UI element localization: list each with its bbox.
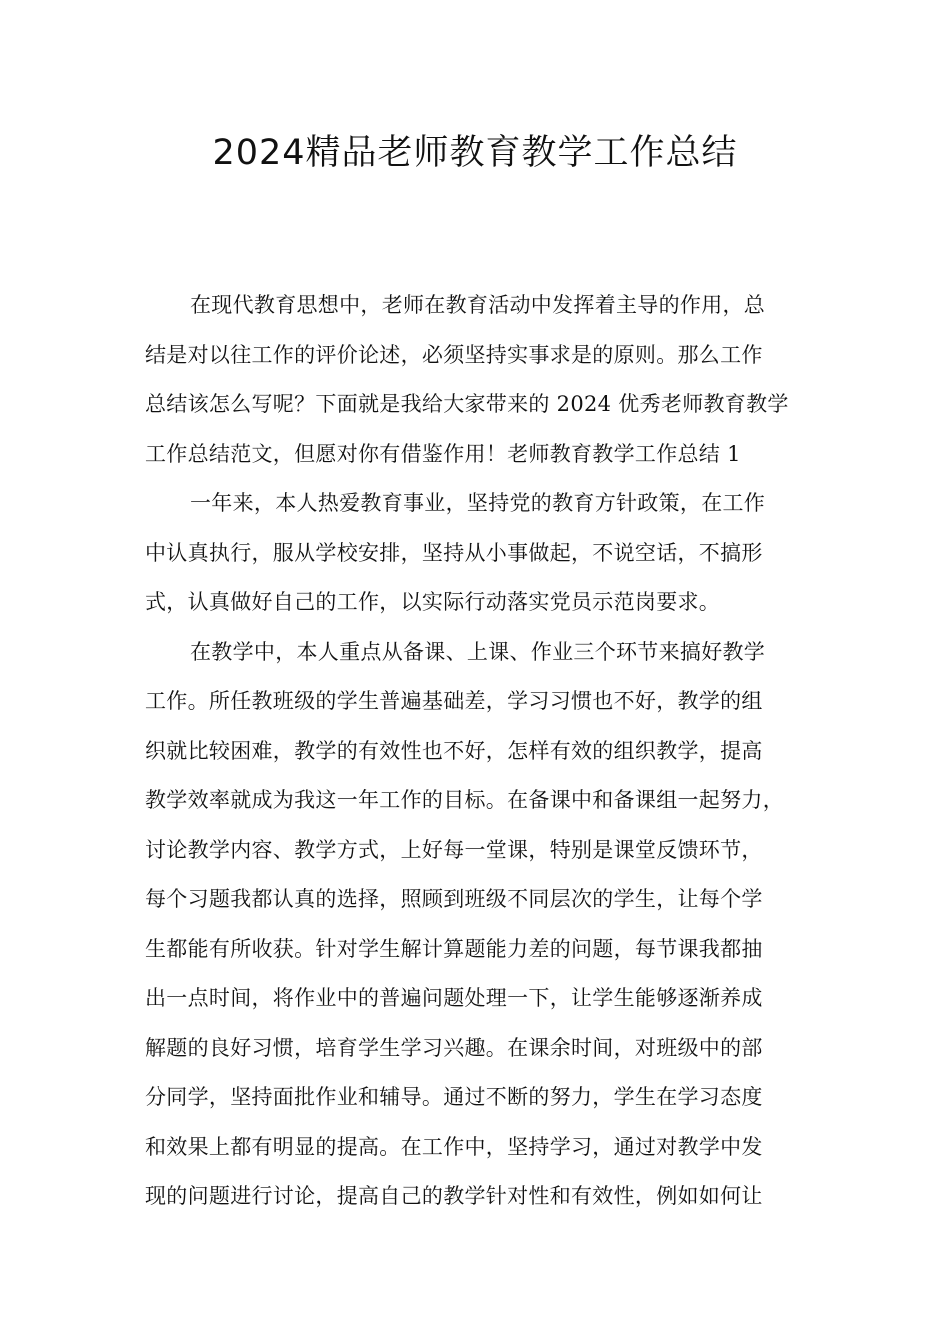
paragraph-intro	[145, 281, 815, 479]
text-line: 教学效率就成为我这一年工作的目标。在备课中和备课组一起努力，	[145, 788, 784, 812]
text-line: 一年来，本人热爱教育事业，坚持党的教育方针政策，在工作	[190, 491, 766, 515]
text-line: 织就比较困难，教学的有效性也不好，怎样有效的组织教学，提高	[145, 738, 763, 763]
text-line: 每个习题我都认真的选择，照顾到班级不同层次的学生，让每个学	[145, 887, 763, 911]
text-line: 中认真执行，服从学校安排，坚持从小事做起，不说空话，不搞形	[145, 540, 763, 565]
text-line: 式，认真做好自己的工作，以实际行动落实党员示范岗要求。	[145, 590, 721, 614]
paragraph-teaching	[145, 628, 815, 1222]
text-line: 在教学中，本人重点从备课、上课、作业三个环节来搞好教学	[190, 639, 766, 664]
text-line: 工作总结范文，但愿对你有借鉴作用！老师教育教学工作总结 1	[145, 441, 741, 466]
document-body	[145, 281, 815, 1222]
text-line: 工作。所任教班级的学生普遍基础差，学习习惯也不好，教学的组	[145, 689, 763, 713]
text-line: 在现代教育思想中，老师在教育活动中发挥着主导的作用，总	[190, 293, 766, 317]
text-line: 结是对以往工作的评价论述，必须坚持实事求是的原则。那么工作	[145, 342, 763, 367]
text-line: 讨论教学内容、教学方式，上好每一堂课，特别是课堂反馈环节，	[145, 837, 763, 862]
text-line: 总结该怎么写呢？下面就是我给大家带来的 2024 优秀老师教育教学	[145, 392, 789, 416]
text-line: 生都能有所收获。针对学生解计算题能力差的问题，每节课我都抽	[145, 936, 763, 961]
text-line: 解题的良好习惯，培育学生学习兴趣。在课余时间，对班级中的部	[145, 1035, 763, 1060]
paragraph-year-summary	[145, 479, 815, 628]
text-line: 出一点时间，将作业中的普遍问题处理一下，让学生能够逐渐养成	[145, 986, 763, 1010]
text-line: 和效果上都有明显的提高。在工作中，坚持学习，通过对教学中发	[145, 1134, 763, 1159]
text-line: 分同学，坚持面批作业和辅导。通过不断的努力，学生在学习态度	[145, 1085, 763, 1109]
document-title: 2024精品老师教育教学工作总结	[212, 133, 738, 173]
text-line: 现的问题进行讨论，提高自己的教学针对性和有效性，例如如何让	[145, 1184, 763, 1208]
